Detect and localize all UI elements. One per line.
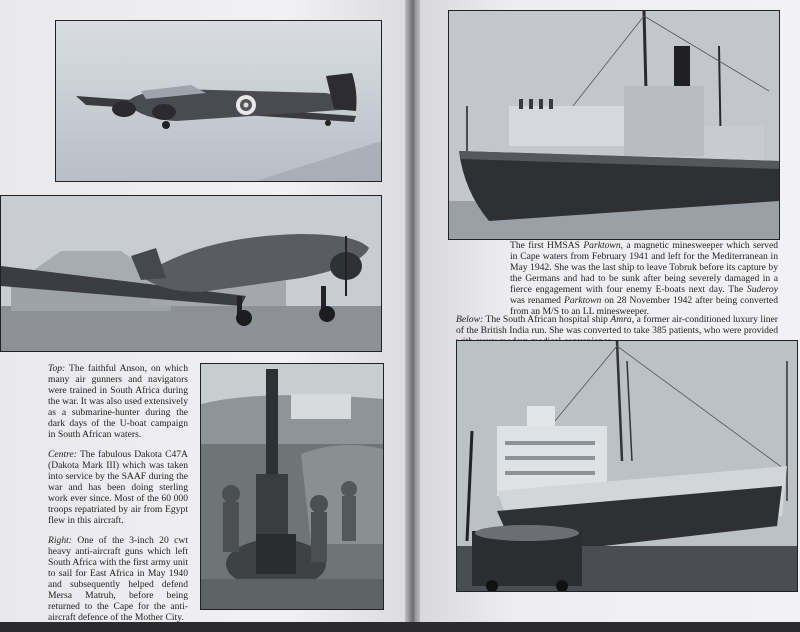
caption-top [48,363,188,440]
caption-parktown [510,240,778,317]
dakota-image [1,196,381,351]
anson-image [56,21,381,181]
aa-gun-image [201,364,383,609]
caption-amra-lead: Below: [456,314,484,325]
caption-amra-part1: The South African hospital ship [483,314,611,325]
photo-aa-gun [200,363,384,610]
photo-dakota [0,195,382,352]
caption-centre-text: The fabulous Dakota C47A (Dakota Mark III) which was taken into service by the SAAF during the war and has been doing sterling work ever since. Most of the 60 000 troops repatriated by air from Egypt flew in this aircraft. [48,449,188,526]
caption-centre [48,449,188,526]
parktown-image [449,11,779,239]
caption-centre-lead: Centre: [48,449,77,460]
caption-amra-ship: Amra [610,314,632,325]
caption-parktown-ship2: Suderoy [746,284,778,295]
left-captions [48,363,188,632]
caption-parktown-part1: The first HMSAS [510,240,584,251]
right-page [420,0,800,622]
caption-parktown-part3: was renamed [510,295,564,306]
amra-image [457,341,797,591]
caption-top-lead: Top: [48,363,66,374]
caption-right-lead: Right: [48,535,72,546]
caption-right-text: One of the 3-inch 20 cwt heavy anti-aircraft guns which left South Africa with the first army unit to sail for East Africa in May 1940 and subsequently helped defend Mersa Matruh, before being returned to the Cape for the anti-aircraft defence of the Mother City. [48,535,188,623]
photo-amra [456,340,798,592]
caption-parktown-ship3: Parktown [563,295,602,306]
caption-parktown-part4: on 28 November 1942 after being converted from an M/S to an LL minesweeper. [510,295,778,317]
caption-parktown-text [510,240,778,317]
caption-amra-part2: , a former air-conditioned luxury liner of the British India run. She was converted to take 385 patients, who were provided [456,314,778,336]
photo-parktown [448,10,780,240]
caption-right [48,535,188,623]
caption-parktown-ship1: Parktown [583,240,621,251]
caption-top-text: The faithful Anson, on which many air gunners and navigators were trained in South Africa during the war. It was also used extensively as a submarine-hunter during the dark days of the U-boat campaign in South African waters. [48,363,188,440]
caption-parktown-part2: , a magnetic minesweeper which served in Cape waters from February 1941 and left for the Mediterranean in May 1942. She was the last ship to leave Tobruk before its capture by the Germans and had to be sunk after being severely damaged in a fierce engagement with four enemy E-boats next day. The [510,240,779,295]
photo-anson [55,20,382,182]
